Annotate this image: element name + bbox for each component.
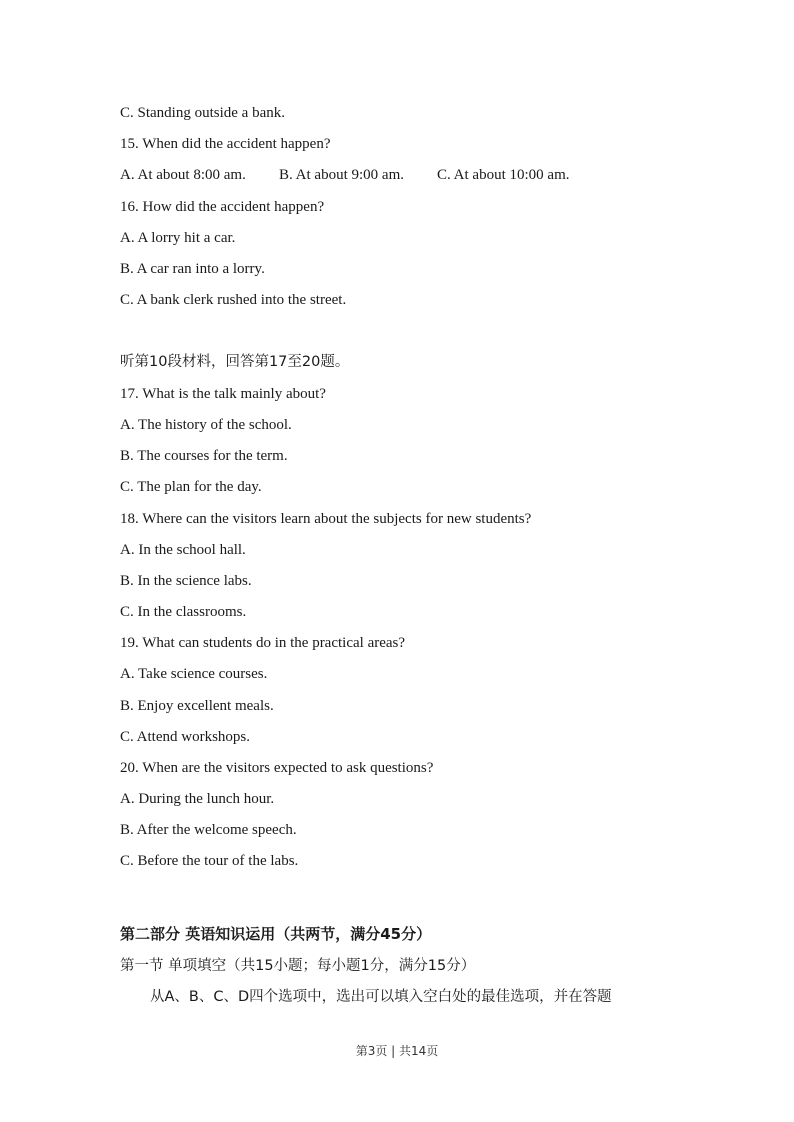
option-17a: A. The history of the school.: [120, 417, 292, 433]
option-17c: C. The plan for the day.: [120, 479, 262, 495]
option-19b: B. Enjoy excellent meals.: [120, 698, 274, 714]
option-19c: C. Attend workshops.: [120, 729, 251, 745]
question-15: 15. When did the accident happen?: [120, 136, 331, 152]
option-16b: B. A car ran into a lorry.: [120, 261, 265, 277]
section-1-heading: 第一节 单项填空（共15小题；每小题1分，满分15分）: [120, 958, 476, 974]
question-16: 16. How did the accident happen?: [120, 199, 325, 215]
section-10-instruction: 听第10段材料，回答第17至20题。: [120, 354, 350, 370]
part-2-heading: 第二部分 英语知识运用（共两节，满分45分）: [120, 925, 432, 943]
option-15a: A. At about 8:00 am.: [120, 167, 246, 183]
option-15b: B. At about 9:00 am.: [279, 167, 404, 183]
option-18b: B. In the science labs.: [120, 573, 252, 589]
option-16a: A. A lorry hit a car.: [120, 230, 236, 246]
question-18: 18. Where can the visitors learn about the subjects for new students?: [120, 511, 532, 527]
page-footer: 第3页 | 共14页: [355, 1044, 439, 1058]
question-15-options: [120, 165, 570, 185]
option-17b: B. The courses for the term.: [120, 448, 288, 464]
option-19a: A. Take science courses.: [120, 666, 268, 682]
option-18a: A. In the school hall.: [120, 542, 246, 558]
question-19: 19. What can students do in the practical areas?: [120, 635, 406, 651]
option-20c: C. Before the tour of the labs.: [120, 853, 299, 869]
option-20b: B. After the welcome speech.: [120, 822, 297, 838]
option-16c: C. A bank clerk rushed into the street.: [120, 292, 347, 308]
option-18c: C. In the classrooms.: [120, 604, 247, 620]
option-15c: C. At about 10:00 am.: [437, 167, 570, 183]
option-14c: C. Standing outside a bank.: [120, 105, 285, 121]
section-1-instruction: 从A、B、C、D四个选项中，选出可以填入空白处的最佳选项，并在答题: [150, 989, 612, 1005]
question-20: 20. When are the visitors expected to ask questions?: [120, 760, 434, 776]
question-17: 17. What is the talk mainly about?: [120, 386, 326, 402]
option-20a: A. During the lunch hour.: [120, 791, 275, 807]
